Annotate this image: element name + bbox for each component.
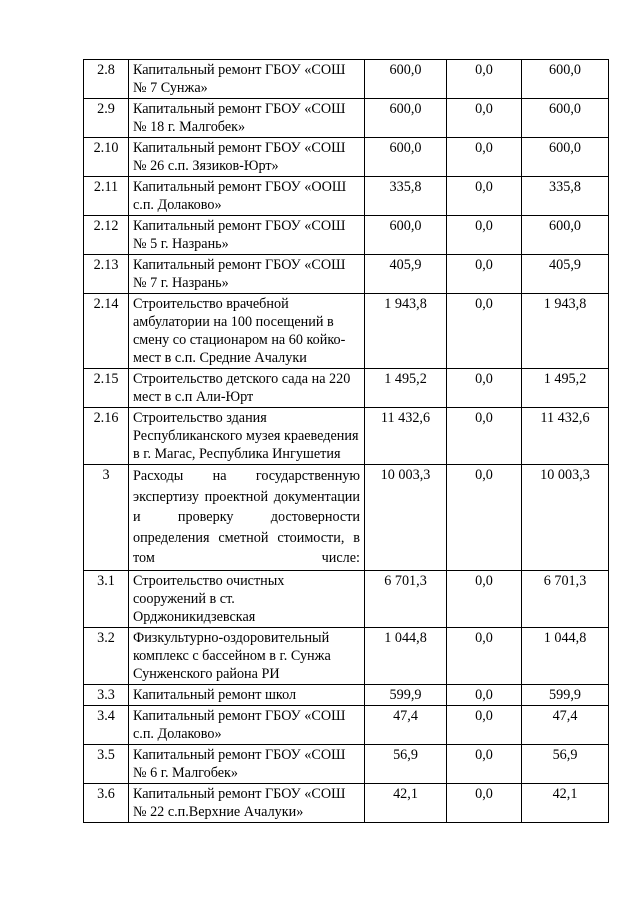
row-value-2: 0,0 — [447, 705, 522, 744]
row-name: Капитальный ремонт ГБОУ «СОШ № 6 г. Малгобек» — [129, 744, 365, 783]
row-name: Капитальный ремонт ГБОУ «ООШ с.п. Долаково» — [129, 177, 365, 216]
row-value-1: 405,9 — [365, 255, 447, 294]
row-name: Строительство очистных сооружений в ст. Орджоникидзевская — [129, 570, 365, 627]
row-value-3: 335,8 — [522, 177, 609, 216]
row-value-1: 11 432,6 — [365, 408, 447, 465]
row-value-3: 600,0 — [522, 216, 609, 255]
row-name: Капитальный ремонт ГБОУ «СОШ № 7 Сунжа» — [129, 60, 365, 99]
row-value-2: 0,0 — [447, 627, 522, 684]
row-value-3: 600,0 — [522, 138, 609, 177]
row-name: Расходы на государственную экспертизу проектной документации и проверку достоверности определения сметной стоимости, в том числе: — [129, 465, 365, 571]
budget-table-body — [84, 60, 609, 823]
row-value-2: 0,0 — [447, 465, 522, 571]
row-value-3: 1 943,8 — [522, 294, 609, 369]
row-value-1: 600,0 — [365, 138, 447, 177]
row-name: Строительство здания Республиканского музея краеведения в г. Магас, Республика Ингушетия — [129, 408, 365, 465]
table-row — [84, 255, 609, 294]
row-value-1: 6 701,3 — [365, 570, 447, 627]
row-name: Капитальный ремонт ГБОУ «СОШ № 22 с.п.Верхние Ачалуки» — [129, 783, 365, 822]
row-name: Капитальный ремонт ГБОУ «СОШ № 7 г. Назрань» — [129, 255, 365, 294]
row-number: 3.4 — [84, 705, 129, 744]
row-number: 2.8 — [84, 60, 129, 99]
row-name: Капитальный ремонт ГБОУ «СОШ № 18 г. Малгобек» — [129, 99, 365, 138]
table-row — [84, 60, 609, 99]
row-value-1: 600,0 — [365, 216, 447, 255]
row-number: 2.12 — [84, 216, 129, 255]
row-name: Капитальный ремонт школ — [129, 684, 365, 705]
row-value-2: 0,0 — [447, 684, 522, 705]
row-value-3: 56,9 — [522, 744, 609, 783]
table-row — [84, 783, 609, 822]
row-number: 2.15 — [84, 369, 129, 408]
row-number: 2.13 — [84, 255, 129, 294]
row-value-1: 600,0 — [365, 99, 447, 138]
row-name: Физкультурно-оздоровительный комплекс с бассейном в г. Сунжа Сунженского района РИ — [129, 627, 365, 684]
row-value-3: 11 432,6 — [522, 408, 609, 465]
row-value-3: 600,0 — [522, 99, 609, 138]
row-number: 2.10 — [84, 138, 129, 177]
row-number: 2.9 — [84, 99, 129, 138]
table-row — [84, 570, 609, 627]
row-value-3: 1 495,2 — [522, 369, 609, 408]
row-name: Строительство детского сада на 220 мест в с.п Али-Юрт — [129, 369, 365, 408]
table-row — [84, 99, 609, 138]
row-value-2: 0,0 — [447, 369, 522, 408]
row-value-2: 0,0 — [447, 744, 522, 783]
row-number: 3.6 — [84, 783, 129, 822]
row-number: 2.14 — [84, 294, 129, 369]
row-number: 3.1 — [84, 570, 129, 627]
row-value-1: 1 943,8 — [365, 294, 447, 369]
row-value-1: 599,9 — [365, 684, 447, 705]
row-number: 3.5 — [84, 744, 129, 783]
row-value-3: 6 701,3 — [522, 570, 609, 627]
row-number: 3.3 — [84, 684, 129, 705]
table-row — [84, 684, 609, 705]
row-value-1: 42,1 — [365, 783, 447, 822]
table-row — [84, 369, 609, 408]
row-value-2: 0,0 — [447, 60, 522, 99]
row-value-3: 42,1 — [522, 783, 609, 822]
table-row — [84, 408, 609, 465]
table-row — [84, 744, 609, 783]
row-value-1: 600,0 — [365, 60, 447, 99]
table-row — [84, 627, 609, 684]
row-value-2: 0,0 — [447, 99, 522, 138]
row-value-1: 10 003,3 — [365, 465, 447, 571]
row-value-3: 600,0 — [522, 60, 609, 99]
row-value-2: 0,0 — [447, 216, 522, 255]
budget-table — [83, 59, 609, 823]
row-value-1: 335,8 — [365, 177, 447, 216]
row-number: 2.11 — [84, 177, 129, 216]
row-value-3: 599,9 — [522, 684, 609, 705]
table-row — [84, 465, 609, 571]
table-row — [84, 216, 609, 255]
row-value-2: 0,0 — [447, 177, 522, 216]
row-name: Капитальный ремонт ГБОУ «СОШ № 26 с.п. Зязиков-Юрт» — [129, 138, 365, 177]
row-value-2: 0,0 — [447, 570, 522, 627]
row-name: Капитальный ремонт ГБОУ «СОШ № 5 г. Назрань» — [129, 216, 365, 255]
row-value-3: 1 044,8 — [522, 627, 609, 684]
table-row — [84, 138, 609, 177]
row-value-2: 0,0 — [447, 255, 522, 294]
row-number: 2.16 — [84, 408, 129, 465]
row-value-1: 1 495,2 — [365, 369, 447, 408]
row-number: 3.2 — [84, 627, 129, 684]
row-value-1: 47,4 — [365, 705, 447, 744]
row-number: 3 — [84, 465, 129, 571]
table-row — [84, 705, 609, 744]
row-name: Капитальный ремонт ГБОУ «СОШ с.п. Долаково» — [129, 705, 365, 744]
table-row — [84, 294, 609, 369]
row-value-2: 0,0 — [447, 783, 522, 822]
row-value-1: 1 044,8 — [365, 627, 447, 684]
row-value-1: 56,9 — [365, 744, 447, 783]
row-value-2: 0,0 — [447, 138, 522, 177]
row-name: Строительство врачебной амбулатории на 100 посещений в смену со стационаром на 60 койко-мест в с.п. Средние Ачалуки — [129, 294, 365, 369]
row-value-2: 0,0 — [447, 294, 522, 369]
row-value-3: 10 003,3 — [522, 465, 609, 571]
table-row — [84, 177, 609, 216]
row-value-3: 405,9 — [522, 255, 609, 294]
row-value-2: 0,0 — [447, 408, 522, 465]
row-value-3: 47,4 — [522, 705, 609, 744]
